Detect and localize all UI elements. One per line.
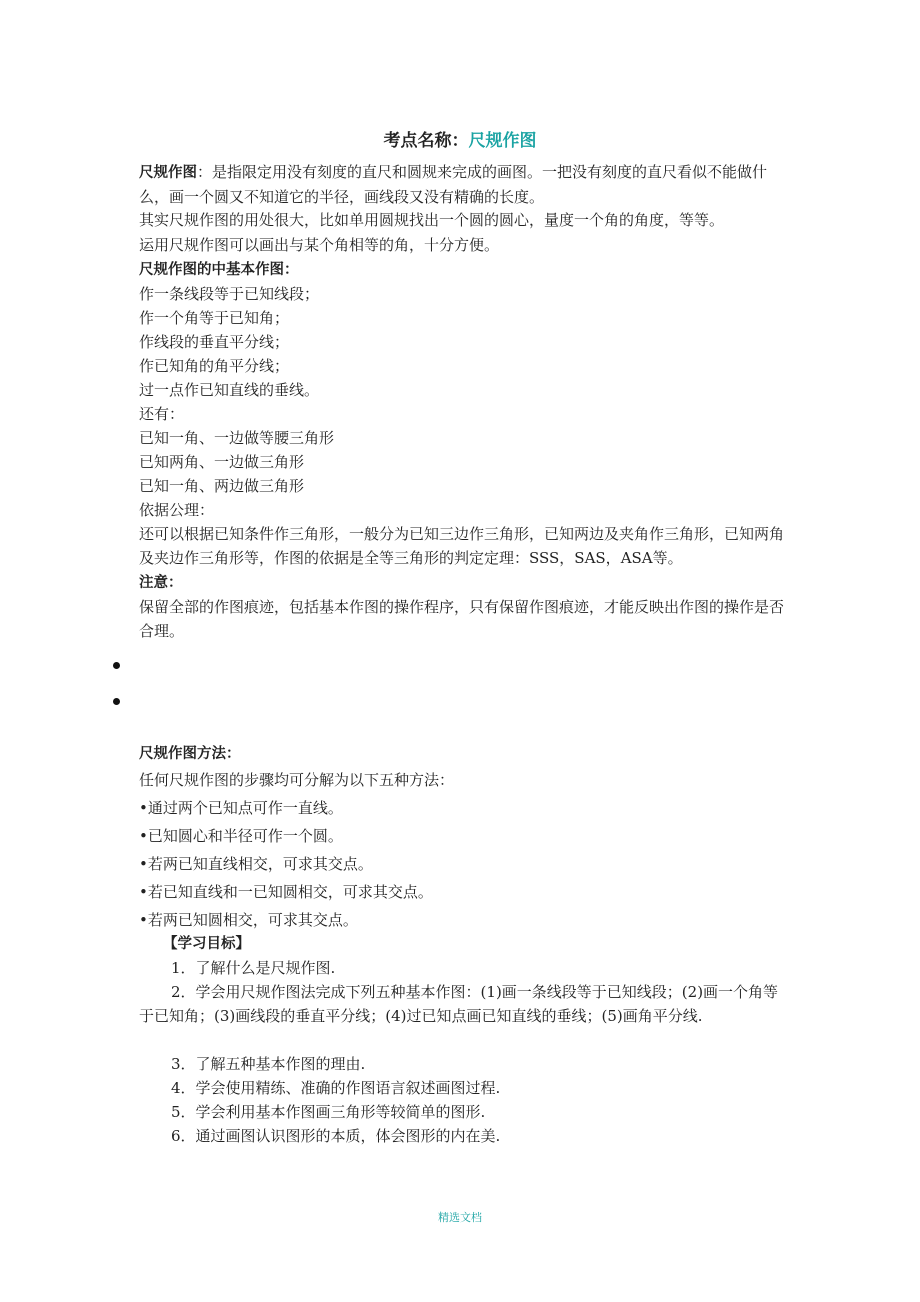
method-item: •已知圆心和半径可作一个圆。: [139, 827, 343, 845]
basic-heading: 尺规作图的中基本作图：: [139, 262, 299, 278]
goal-item: 4．学会使用精练、准确的作图语言叙述画图过程.: [171, 1079, 501, 1097]
footer-label: 精选文档: [438, 1211, 482, 1224]
page-title: [0, 126, 920, 151]
basic-item: 作已知角的角平分线；: [139, 357, 290, 375]
goal-item: 1．了解什么是尺规作图.: [171, 959, 336, 977]
intro-line-2: 其实尺规作图的用处很大，比如单用圆规找出一个圆的圆心，量度一个角的角度，等等。: [139, 211, 725, 229]
method-item: •若已知直线和一已知圆相交，可求其交点。: [139, 883, 433, 901]
bullet-dot: [113, 698, 120, 705]
goal-item: 6．通过画图认识图形的本质，体会图形的内在美.: [171, 1127, 501, 1145]
also-item: 已知一角、一边做等腰三角形: [139, 429, 335, 447]
basic-item: 作一条线段等于已知线段；: [139, 285, 320, 303]
basis-label: 依据公理：: [139, 501, 215, 519]
basic-item: 作线段的垂直平分线；: [139, 333, 290, 351]
intro-paragraph: [139, 160, 784, 209]
goals-heading: 【学习目标】: [163, 936, 250, 952]
intro-term: 尺规作图: [139, 165, 197, 181]
intro-text: ：是指限定用没有刻度的直尺和圆规来完成的画图。一把没有刻度的直尺看似不能做什么，画一个圆又不知道它的半径，画线段又没有精确的长度。: [139, 163, 768, 206]
method-item: •通过两个已知点可作一直线。: [139, 799, 343, 817]
also-item: 已知两角、一边做三角形: [139, 453, 305, 471]
goal-item: 2．学会用尺规作图法完成下列五种基本作图：(1)画一条线段等于已知线段；(2)画一个角等于已知角；(3)画线段的垂直平分线；(4)过已知点画已知直线的垂线；(5)画角平分线.: [139, 983, 779, 1025]
also-label: 还有：: [139, 405, 185, 423]
also-item: 已知一角、两边做三角形: [139, 477, 305, 495]
basis-text: 还可以根据已知条件作三角形，一般分为已知三边作三角形，已知两边及夹角作三角形，已知两角及夹边作三角形等，作图的依据是全等三角形的判定定理：SSS，SAS，ASA等。: [139, 525, 785, 567]
intro-line-3: 运用尺规作图可以画出与某个角相等的角，十分方便。: [139, 236, 500, 254]
method-intro: 任何尺规作图的步骤均可分解为以下五种方法：: [139, 771, 455, 789]
basic-item: 过一点作已知直线的垂线。: [139, 381, 320, 399]
method-item: •若两已知直线相交，可求其交点。: [139, 855, 373, 873]
method-item: •若两已知圆相交，可求其交点。: [139, 911, 358, 929]
note-text: 保留全部的作图痕迹，包括基本作图的操作程序，只有保留作图痕迹，才能反映出作图的操作是否合理。: [139, 598, 785, 640]
goal-item: 3．了解五种基本作图的理由.: [171, 1055, 366, 1073]
title-highlight: 尺规作图: [468, 131, 537, 151]
basic-item: 作一个角等于已知角；: [139, 309, 290, 327]
goal-item: 5．学会利用基本作图画三角形等较简单的图形.: [171, 1103, 486, 1121]
title-prefix: 考点名称：: [383, 131, 469, 151]
method-heading: 尺规作图方法：: [139, 746, 241, 762]
note-heading: 注意：: [139, 575, 183, 591]
bullet-dot: [113, 662, 120, 669]
